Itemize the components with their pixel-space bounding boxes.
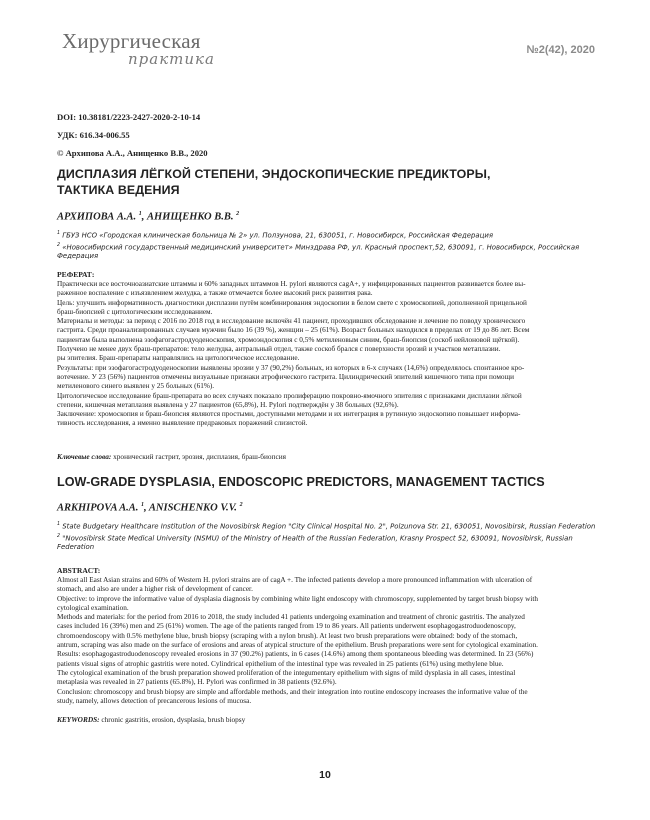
title-ru-line2: ТАКТИКА ВЕДЕНИЯ [57,182,180,197]
affiliation-ru-2-text: «Новосибирский государственный медицинский университет» Минздрава РФ, ул. Красный проспект,52, 630091, г. Новосибирск, Российская Федерация [57,242,580,260]
affiliation-ru-2-sup: 2 [57,242,61,248]
abstract-ru-line: браш-биопсией с цитологическим исследованием. [57,307,213,316]
affiliation-en-2-text: "Novosibirsk State Medical University (NSMU) of the Ministry of Health of the Russian Federation, Krasny Prospect 52, 630091, Novosibirsk, Russian Federation [57,533,573,551]
affiliations-en [57,520,597,552]
journal-title-line1: Хирургическая [62,29,201,53]
author-en-separator: , [144,502,149,514]
authors-en [57,502,243,514]
udk: УДК: 616.34-006.55 [57,130,130,140]
author-en-1-sup: 1 [141,502,145,508]
keywords-en-label: KEYWORDS: [57,715,100,724]
affiliation-ru-1-sup: 1 [57,231,61,236]
author-en-1: ARKHIPOVA A.A. [57,502,139,514]
abstract-ru-line: Результаты: при эзофагогастродуоденоскопии выявлены эрозии у 37 (90,2%) больных, из которых в 6-х случаях (14,6%) определялось спонтанное кро- [57,363,525,372]
abstract-en-line: Almost all East Asian strains and 60% of Western H. pylori strains are of cagA +. The infected patients develop a more pronounced inflammation with ulceration of [57,576,533,584]
abstract-en-line: Conclusion: chromoscopy and brush biopsy are simple and affordable methods, and their integration into routine endoscopy increases the informative value of the [57,687,528,696]
affiliations-ru [57,229,597,261]
abstract-ru-line: степени, кишечная метаплазия выявлена у 27 пациентов (65,8%), H. Pylori подтверждён у 38 больных (92,6%). [57,400,399,409]
abstract-en-line: antrum, scraping was also made on the surface of erosions and areas of atypical structure of the epithelium. Brush preparations were sent for cytological examination. [57,641,538,650]
article-meta [57,112,597,166]
abstract-ru-line: тивность исследования, а именно выявление предраковых поражений слизистой. [57,419,308,428]
abstract-en-line: cases included 16 (39%) men and 25 (61%) women. The age of the patients ranged from 19 to 86 years. All patients underwent esophagogastroduodenoscopy, [57,622,516,631]
keywords-en-text: chronic gastritis, erosion, dysplasia, brush biopsy [99,715,246,724]
author-ru-2-sup: 2 [236,211,240,217]
abstract-ru-line: метиленового синего выявлен у 25 больных (61%). [57,382,215,391]
abstract-en-line: metaplasia was revealed in 27 patients (65.8%), H. Pylori was confirmed in 38 patients (92.6%). [57,678,337,687]
abstract-ru [57,280,597,429]
abstract-ru-line: гастрита. Среди проанализированных случаев мужчин было 16 (39 %), женщин – 25 (61%). Возраст больных находился в пределах от 19 до 86 лет. Всем [57,326,530,335]
journal-logo [62,30,232,80]
author-ru-1-sup: 1 [138,211,142,217]
journal-title-line2: практика [128,50,215,68]
page-number: 10 [319,769,331,781]
abstract-ru-line: Материалы и методы: за период с 2016 по 2018 год в исследование включён 41 пациент, проходивших обследование и лечение по поводу хронического [57,317,526,326]
abstract-en-line: cytological examination. [57,603,129,612]
affiliation-en-1-sup: 1 [57,522,61,527]
affiliation-en-1 [57,520,597,532]
abstract-en-line: The cytological examination of the brush preparation showed proliferation of the integumentary epithelium with signs of mild dysplasia in all cases, intestinal [57,668,516,677]
article-title-ru [57,167,597,198]
copyright: © Архипова А.А., Анищенко В.В., 2020 [57,148,208,158]
affiliation-en-2 [57,532,597,553]
affiliation-en-1-text: State Budgetary Healthcare Institution of the Novosibirsk Region "City Clinical Hospital No. 2", Polzunova Str. 21, 630051, Novosibirsk, Russian Federation [62,522,596,531]
abstract-heading-en: ABSTRACT: [57,566,101,575]
article-title-en: LOW-GRADE DYSPLASIA, ENDOSCOPIC PREDICTORS, MANAGEMENT TACTICS [57,475,545,489]
abstract-en-line: Results: esophagogastroduodenoscopy revealed erosions in 37 (90.2%) patients, in 6 cases (14.6%) among them spontaneous bleeding was determined. In 23 (56%) [57,650,534,659]
abstract-ru-line: ры эпителия. Браш-препараты направлялись на цитологическое исследование. [57,354,300,363]
keywords-ru-label: Ключевые слова: [57,452,112,461]
abstract-ru-line: Практически все восточноазиатские штаммы и 60% западных штаммов H. pylori являются cagA+, у инфицированных пациентов развивается более вы- [57,280,526,288]
keywords-en [57,715,597,724]
abstract-en-line: patients visual signs of atrophic gastritis were noted. Cylindrical epithelium of the intestinal type was revealed in 25 patients (61%) using methylene blue. [57,659,504,668]
abstract-ru-line: пациентам была выполнена эзофагогастродуоденоскопия, хромоэндоскопия с 0,5% метиленовым синим, браш-биопсия (соскоб нейлоновой щёткой). [57,335,520,344]
abstract-ru-line: Цитологическое исследование браш-препарата во всех случаях показало пролиферацию покровно-ямочного эпителия с признаками дисплазии лёгкой [57,391,522,400]
affiliation-ru-1-text: ГБУЗ НСО «Городская клиническая больница № 2» ул. Ползунова, 21, 630051, г. Новосибирск, Российская Федерация [62,231,493,240]
abstract-en-line: chromoendoscopy with 0.5% methylene blue, brush biopsy (scraping with a nylon brush). At least two brush preparations were obtained: body of the stomach, [57,631,518,640]
affiliation-en-2-sup: 2 [57,533,61,539]
author-en-2: ANISCHENKO V.V. [148,502,237,514]
abstract-ru-line: вотечение. У 23 (56%) пациентов отмечены визуальные признаки атрофического гастрита. Цилиндрический эпителий кишечного типа при помощи [57,372,514,381]
author-ru-2: АНИЩЕНКО В.В. [147,211,234,223]
keywords-ru-text: хронический гастрит, эрозия, дисплазия, браш-биопсия [111,452,286,461]
abstract-ru-line: Заключение: хромоскопия и браш-биопсия являются простыми, доступными методами и их интеграция в рутинную эндоскопию повышает информа- [57,410,521,419]
abstract-ru-line: Цель: улучшить информативность диагностики дисплазии путём комбинирования эндоскопии в белом свете с хромоскопией, дополненной прицельной [57,298,527,307]
abstract-en-line: Methods and materials: for the period from 2016 to 2018, the study included 41 patients undergoing examination and treatment of chronic gastritis. The analyzed [57,613,525,622]
title-ru-line1: ДИСПЛАЗИЯ ЛЁГКОЙ СТЕПЕНИ, ЭНДОСКОПИЧЕСКИЕ ПРЕДИКТОРЫ, [57,167,491,181]
abstract-en-line: stomach, and also are under a higher risk of development of cancer. [57,585,253,594]
abstract-ru-line: Получено не менее двух браш-препаратов: тело желудка, антральный отдел, также соскоб брался с поверхности эрозий и участков метаплазии. [57,345,501,354]
issue-number: №2(42), 2020 [526,44,595,56]
abstract-ru-line: раженное воспаление с изъязвлением желудка, а также отмечается более высокий риск развития рака. [57,289,373,298]
author-ru-1: АРХИПОВА А.А. [57,211,137,223]
abstract-en-line: study, namely, allows detection of precancerous lesions of mucosa. [57,696,252,705]
doi: DOI: 10.38181/2223-2427-2020-2-10-14 [57,112,201,122]
author-en-2-sup: 2 [239,502,243,508]
authors-ru [57,211,239,223]
author-ru-separator: , [141,211,148,223]
abstract-en [57,576,597,706]
affiliation-ru-1 [57,229,597,241]
keywords-ru [57,452,597,461]
abstract-heading-ru: РЕФЕРАТ: [57,270,95,279]
abstract-en-line: Objective: to improve the informative value of dysplasia diagnosis by combining white light endoscopy with chromoscopy, supplemented by target brush biopsy with [57,594,539,603]
affiliation-ru-2 [57,241,597,262]
